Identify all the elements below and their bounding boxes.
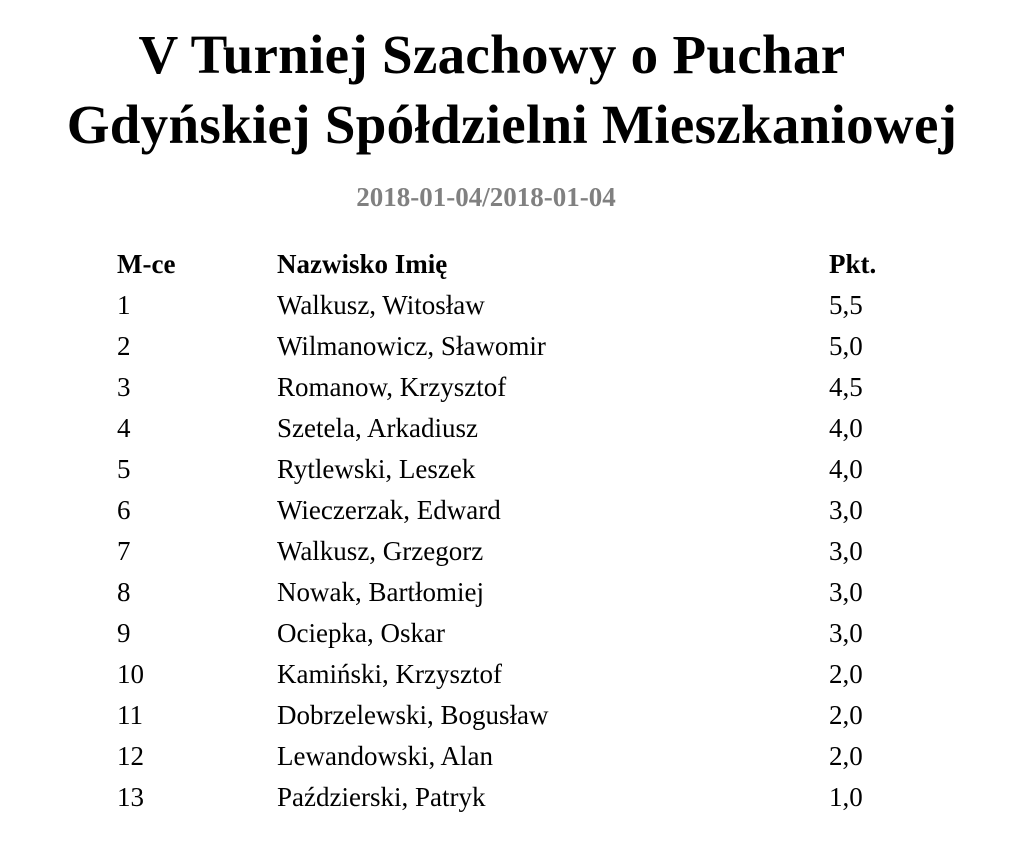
table-row <box>117 777 909 818</box>
cell-points: 4,5 <box>829 372 863 402</box>
cell-points: 1,0 <box>829 782 863 812</box>
table-row <box>117 367 909 408</box>
cell-points: 2,0 <box>829 741 863 771</box>
table-row <box>117 654 909 695</box>
cell-points: 5,5 <box>829 290 863 320</box>
cell-points: 5,0 <box>829 331 863 361</box>
cell-name: Dobrzelewski, Bogusław <box>277 700 549 730</box>
cell-points: 3,0 <box>829 618 863 648</box>
cell-place: 12 <box>117 741 144 771</box>
table-row <box>117 285 909 326</box>
cell-name: Walkusz, Witosław <box>277 290 485 320</box>
table-row <box>117 572 909 613</box>
header-place: M-ce <box>117 249 176 279</box>
cell-place: 3 <box>117 372 131 402</box>
table-row <box>117 531 909 572</box>
cell-points: 4,0 <box>829 454 863 484</box>
cell-place: 10 <box>117 659 144 689</box>
cell-name: Lewandowski, Alan <box>277 741 493 771</box>
table-row <box>117 449 909 490</box>
cell-points: 4,0 <box>829 413 863 443</box>
standings-table <box>117 244 909 818</box>
cell-name: Wilmanowicz, Sławomir <box>277 331 546 361</box>
title-line-1: V Turniej Szachowy o Puchar <box>138 24 846 85</box>
cell-points: 3,0 <box>829 536 863 566</box>
table-row <box>117 326 909 367</box>
cell-place: 6 <box>117 495 131 525</box>
header-name: Nazwisko Imię <box>277 249 448 279</box>
table-row <box>117 613 909 654</box>
table-row <box>117 490 909 531</box>
cell-name: Nowak, Bartłomiej <box>277 577 484 607</box>
cell-place: 2 <box>117 331 131 361</box>
cell-name: Kamiński, Krzysztof <box>277 659 502 689</box>
tournament-title <box>0 20 1024 160</box>
cell-place: 1 <box>117 290 131 320</box>
cell-name: Romanow, Krzysztof <box>277 372 507 402</box>
cell-name: Rytlewski, Leszek <box>277 454 476 484</box>
cell-place: 7 <box>117 536 131 566</box>
table-row <box>117 736 909 777</box>
cell-place: 13 <box>117 782 144 812</box>
cell-place: 4 <box>117 413 131 443</box>
table-header-row <box>117 244 909 285</box>
title-line-2: Gdyńskiej Spółdzielni Mieszkaniowej <box>66 94 958 155</box>
cell-place: 11 <box>117 700 143 730</box>
tournament-date-range: 2018-01-04/2018-01-04 <box>356 182 616 212</box>
table-row <box>117 408 909 449</box>
cell-name: Szetela, Arkadiusz <box>277 413 478 443</box>
cell-place: 5 <box>117 454 131 484</box>
cell-place: 9 <box>117 618 131 648</box>
cell-name: Paździerski, Patryk <box>277 782 486 812</box>
cell-name: Wieczerzak, Edward <box>277 495 501 525</box>
cell-points: 2,0 <box>829 700 863 730</box>
cell-points: 3,0 <box>829 577 863 607</box>
cell-points: 3,0 <box>829 495 863 525</box>
cell-place: 8 <box>117 577 131 607</box>
cell-name: Walkusz, Grzegorz <box>277 536 484 566</box>
cell-name: Ociepka, Oskar <box>277 618 445 648</box>
header-points: Pkt. <box>829 249 877 279</box>
cell-points: 2,0 <box>829 659 863 689</box>
table-row <box>117 695 909 736</box>
